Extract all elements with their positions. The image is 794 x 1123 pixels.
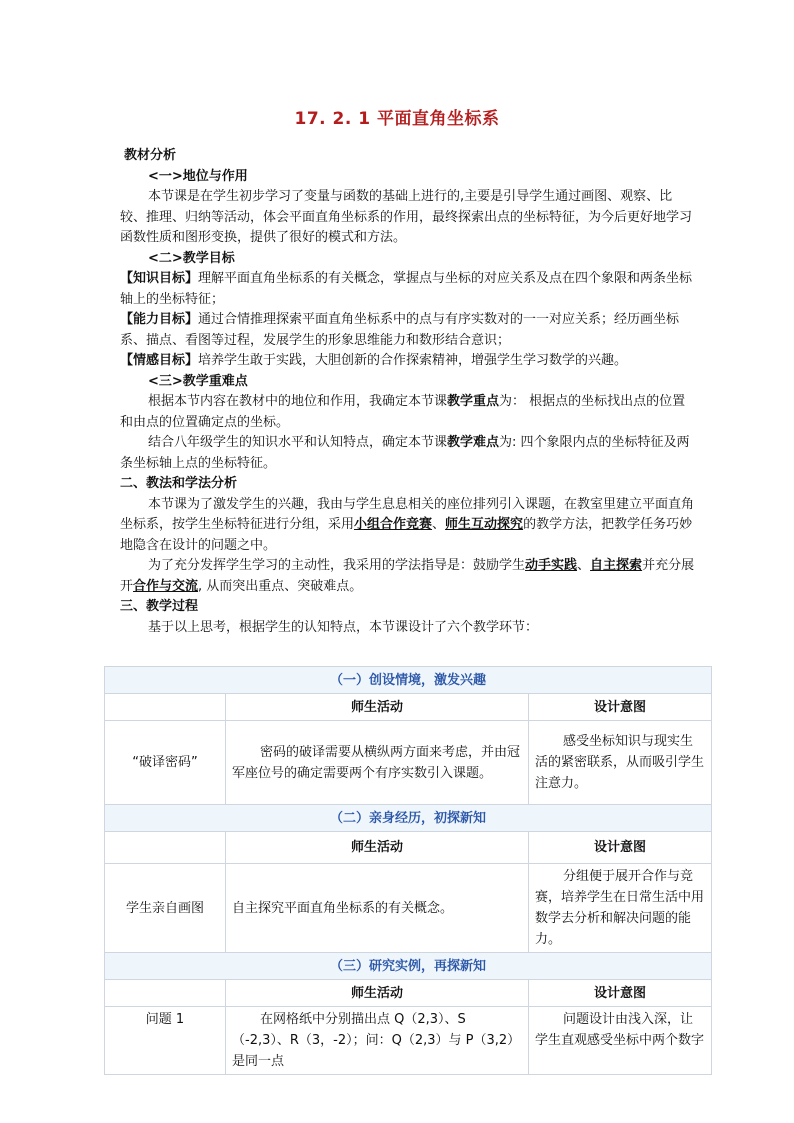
header-activity: 师生活动 xyxy=(226,980,529,1007)
key-p2-text-a: 结合八年级学生的知识水平和认知特点，确定本节课 xyxy=(148,435,448,450)
key-p1-emphasis: 教学重点 xyxy=(447,394,500,409)
goal-knowledge xyxy=(120,269,698,310)
method-p2-underline-3: 合作与交流 xyxy=(133,578,199,594)
row-activity: 在网格纸中分别描出点 Q（2,3）、S（-2,3）、R（3，-2）；问：Q（2,3）与 P（3,2）是同一点 xyxy=(226,1007,529,1075)
analysis-heading: 教材分析 xyxy=(124,148,177,163)
method-p2-text-c: , 从而突出重点、突破难点。 xyxy=(198,578,363,594)
section-1-title: （一）创设情境，激发兴趣 xyxy=(105,667,712,694)
method-heading: 二、教法和学法分析 xyxy=(120,476,238,491)
row-label: 学生亲自画图 xyxy=(105,864,226,953)
key-paragraph-1 xyxy=(120,392,698,433)
row-intent: 问题设计由浅入深，让学生直观感受坐标中两个数字 xyxy=(529,1007,712,1075)
table-row xyxy=(105,1007,712,1075)
goal-emotion-label: 【情感目标】 xyxy=(120,353,199,368)
process-heading: 三、教学过程 xyxy=(120,599,199,614)
goal-ability-label: 【能力目标】 xyxy=(120,312,199,327)
body-text xyxy=(120,146,698,638)
goals-heading: <二>教学目标 xyxy=(148,250,235,266)
document-title: 17. 2. 1 平面直角坐标系 xyxy=(294,109,500,129)
goal-knowledge-text: 理解平面直角坐标系的有关概念，掌握点与坐标的对应关系及点在四个象限和两条坐标轴上的坐标特征； xyxy=(120,271,693,307)
table-header-row xyxy=(105,980,712,1007)
process-paragraph: 基于以上思考，根据学生的认知特点，本节课设计了六个教学环节： xyxy=(148,619,539,635)
key-paragraph-2 xyxy=(120,433,698,474)
method-p1-underline-2: 师生互动探究 xyxy=(445,517,524,532)
method-p2-text-b: 并充分展开 xyxy=(120,558,695,594)
table-section-row xyxy=(105,805,712,832)
key-heading: <三>教学重难点 xyxy=(148,373,248,389)
table-row xyxy=(105,721,712,805)
method-paragraph-1 xyxy=(120,495,698,557)
method-paragraph-2 xyxy=(120,556,698,597)
row-activity: 自主探究平面直角坐标系的有关概念。 xyxy=(226,864,529,953)
method-p2-underline-2: 自主探索 xyxy=(590,558,643,573)
header-empty-cell xyxy=(105,980,226,1007)
table-section-row xyxy=(105,667,712,694)
row-activity: 密码的破译需要从横纵两方面来考虑，并由冠军座位号的确定需要两个有序实数引入课题。 xyxy=(226,721,529,805)
goal-knowledge-label: 【知识目标】 xyxy=(120,271,199,286)
table-header-row xyxy=(105,694,712,721)
method-p1-underline-1: 小组合作竞赛 xyxy=(354,517,433,532)
header-intent: 设计意图 xyxy=(529,980,712,1007)
header-intent: 设计意图 xyxy=(529,832,712,864)
position-paragraph: 本节课是在学生初步学习了变量与函数的基础上进行的,主要是引导学生通过画图、观察、比较、推理、归纳等活动，体会平面直角坐标系的作用，最终探索出点的坐标特征，为今后更好地学习函数性质和图形变换，提供了很好的模式和方法。 xyxy=(120,189,693,245)
position-heading: <一>地位与作用 xyxy=(148,168,248,184)
header-activity: 师生活动 xyxy=(226,694,529,721)
table-row xyxy=(105,864,712,953)
goal-emotion-text: 培养学生敢于实践，大胆创新的合作探索精神，增强学生学习数学的兴趣。 xyxy=(198,353,628,368)
section-2-title: （二）亲身经历，初探新知 xyxy=(105,805,712,832)
method-p1-text-a: 本节课为了激发学生的兴趣，我由与学生息息相关的座位排列引入课题，在教室里建立平面直角坐标系，按学生坐标特征进行分组，采用 xyxy=(120,496,695,532)
method-p2-sep: 、 xyxy=(577,558,591,573)
goal-ability-text: 通过合情推理探索平面直角坐标系中的点与有序实数对的一一对应关系；经历画坐标系、描点、看图等过程，发展学生的形象思维能力和数形结合意识； xyxy=(120,312,680,348)
method-p1-sep: 、 xyxy=(432,517,446,532)
method-p2-underline-1: 动手实践 xyxy=(525,558,578,573)
row-intent: 分组便于展开合作与竞赛，培养学生在日常生活中用数学去分析和解决问题的能力。 xyxy=(529,864,712,953)
row-label: “破译密码” xyxy=(105,721,226,805)
method-p1-text-b: 的教学方法，把教学任务巧妙地隐含在设计的问题之中。 xyxy=(120,517,693,553)
key-p2-emphasis: 教学难点 xyxy=(447,435,500,450)
row-label: 问题 1 xyxy=(105,1007,226,1075)
header-empty-cell xyxy=(105,694,226,721)
goal-emotion xyxy=(120,351,698,372)
header-activity: 师生活动 xyxy=(226,832,529,864)
row-intent: 感受坐标知识与现实生活的紧密联系，从而吸引学生注意力。 xyxy=(529,721,712,805)
method-p2-text-a: 为了充分发挥学生学习的主动性，我采用的学法指导是：鼓励学生 xyxy=(148,558,526,573)
teaching-process-table xyxy=(104,666,712,1075)
section-3-title: （三）研究实例，再探新知 xyxy=(105,953,712,980)
table-header-row xyxy=(105,832,712,864)
goal-ability xyxy=(120,310,698,351)
header-intent: 设计意图 xyxy=(529,694,712,721)
key-p2-text-c: 为: 四个象限内点的坐标特征及两条坐标轴上点的坐标特征。 xyxy=(120,435,690,471)
key-p1-text-a: 根据本节内容在教材中的地位和作用，我确定本节课 xyxy=(148,394,448,409)
header-empty-cell xyxy=(105,832,226,864)
key-p1-text-c: 为： 根据点的坐标找出点的位置和由点的位置确定点的坐标。 xyxy=(120,394,686,430)
table-section-row xyxy=(105,953,712,980)
